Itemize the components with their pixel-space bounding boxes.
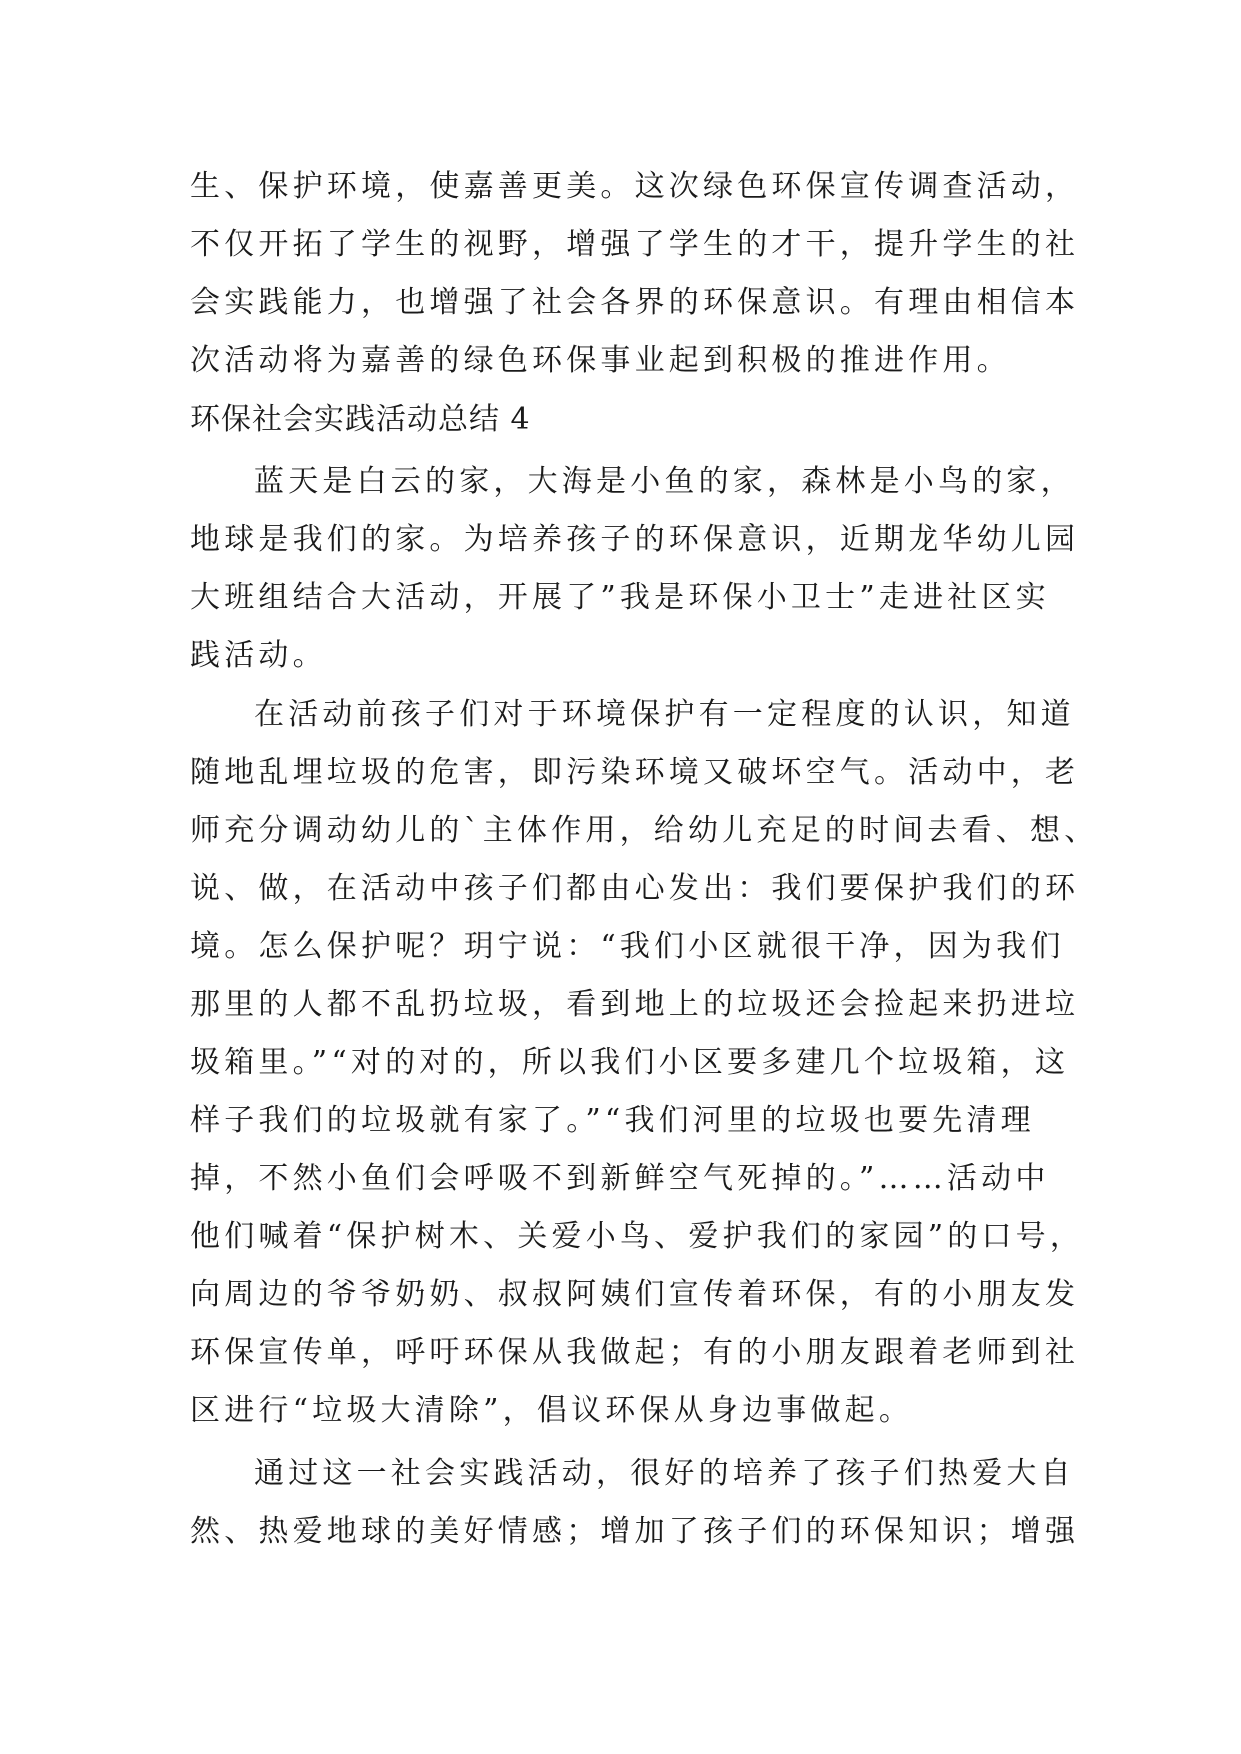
text-line: 蓝天是白云的家，大海是小鱼的家，森林是小鸟的家，: [254, 464, 1075, 499]
paragraph-continuation: [190, 158, 1080, 390]
paragraph-conclusion: [190, 1445, 1080, 1561]
text-line: 生、保护环境，使嘉善更美。这次绿色环保宣传调查活动，: [190, 169, 1080, 204]
section-heading: [190, 391, 1060, 449]
text-line: 环保宣传单，呼吁环保从我做起；有的小朋友跟着老师到社: [190, 1335, 1080, 1370]
text-line: 境。怎么保护呢？玥宁说：“我们小区就很干净，因为我们: [190, 929, 1065, 964]
text-line: 圾箱里。”“对的对的，所以我们小区要多建几个垃圾箱，这: [190, 1045, 1070, 1080]
text-line: 大班组结合大活动，开展了”我是环保小卫士”走进社区实: [190, 580, 1050, 615]
text-line: 在活动前孩子们对于环境保护有一定程度的认识，知道: [254, 697, 1075, 732]
text-line: 师充分调动幼儿的`主体作用，给幼儿充足的时间去看、想、: [190, 813, 1099, 848]
text-line: 掉，不然小鱼们会呼吸不到新鲜空气死掉的。”……活动中: [190, 1161, 1050, 1196]
text-line: 样子我们的垃圾就有家了。”“我们河里的垃圾也要先清理: [190, 1103, 1035, 1138]
text-line: 说、做，在活动中孩子们都由心发出：我们要保护我们的环: [190, 871, 1080, 906]
text-line: 不仅开拓了学生的视野，增强了学生的才干，提升学生的社: [190, 227, 1080, 262]
text-line: 然、热爱地球的美好情感；增加了孩子们的环保知识；增强: [190, 1514, 1080, 1549]
text-line: 通过这一社会实践活动，很好的培养了孩子们热爱大自: [254, 1456, 1075, 1491]
text-line: 会实践能力，也增强了社会各界的环保意识。有理由相信本: [190, 285, 1080, 320]
text-line: 他们喊着“保护树木、关爱小鸟、爱护我们的家园”的口号，: [190, 1219, 1085, 1254]
text-line: 践活动。: [190, 638, 327, 673]
text-line: 那里的人都不乱扔垃圾，看到地上的垃圾还会捡起来扔进垃: [190, 987, 1080, 1022]
paragraph-activity: [190, 686, 1099, 1440]
text-line: 区进行“垃圾大清除”，倡议环保从身边事做起。: [190, 1393, 914, 1428]
text-line: 次活动将为嘉善的绿色环保事业起到积极的推进作用。: [190, 343, 1011, 378]
text-line: 随地乱埋垃圾的危害，即污染环境又破坏空气。活动中，老: [190, 755, 1080, 790]
heading-text: 环保社会实践活动总结 4: [190, 402, 531, 437]
text-line: 地球是我们的家。为培养孩子的环保意识，近期龙华幼儿园: [190, 522, 1080, 557]
paragraph-intro: [190, 453, 1080, 685]
text-line: 向周边的爷爷奶奶、叔叔阿姨们宣传着环保，有的小朋友发: [190, 1277, 1080, 1312]
